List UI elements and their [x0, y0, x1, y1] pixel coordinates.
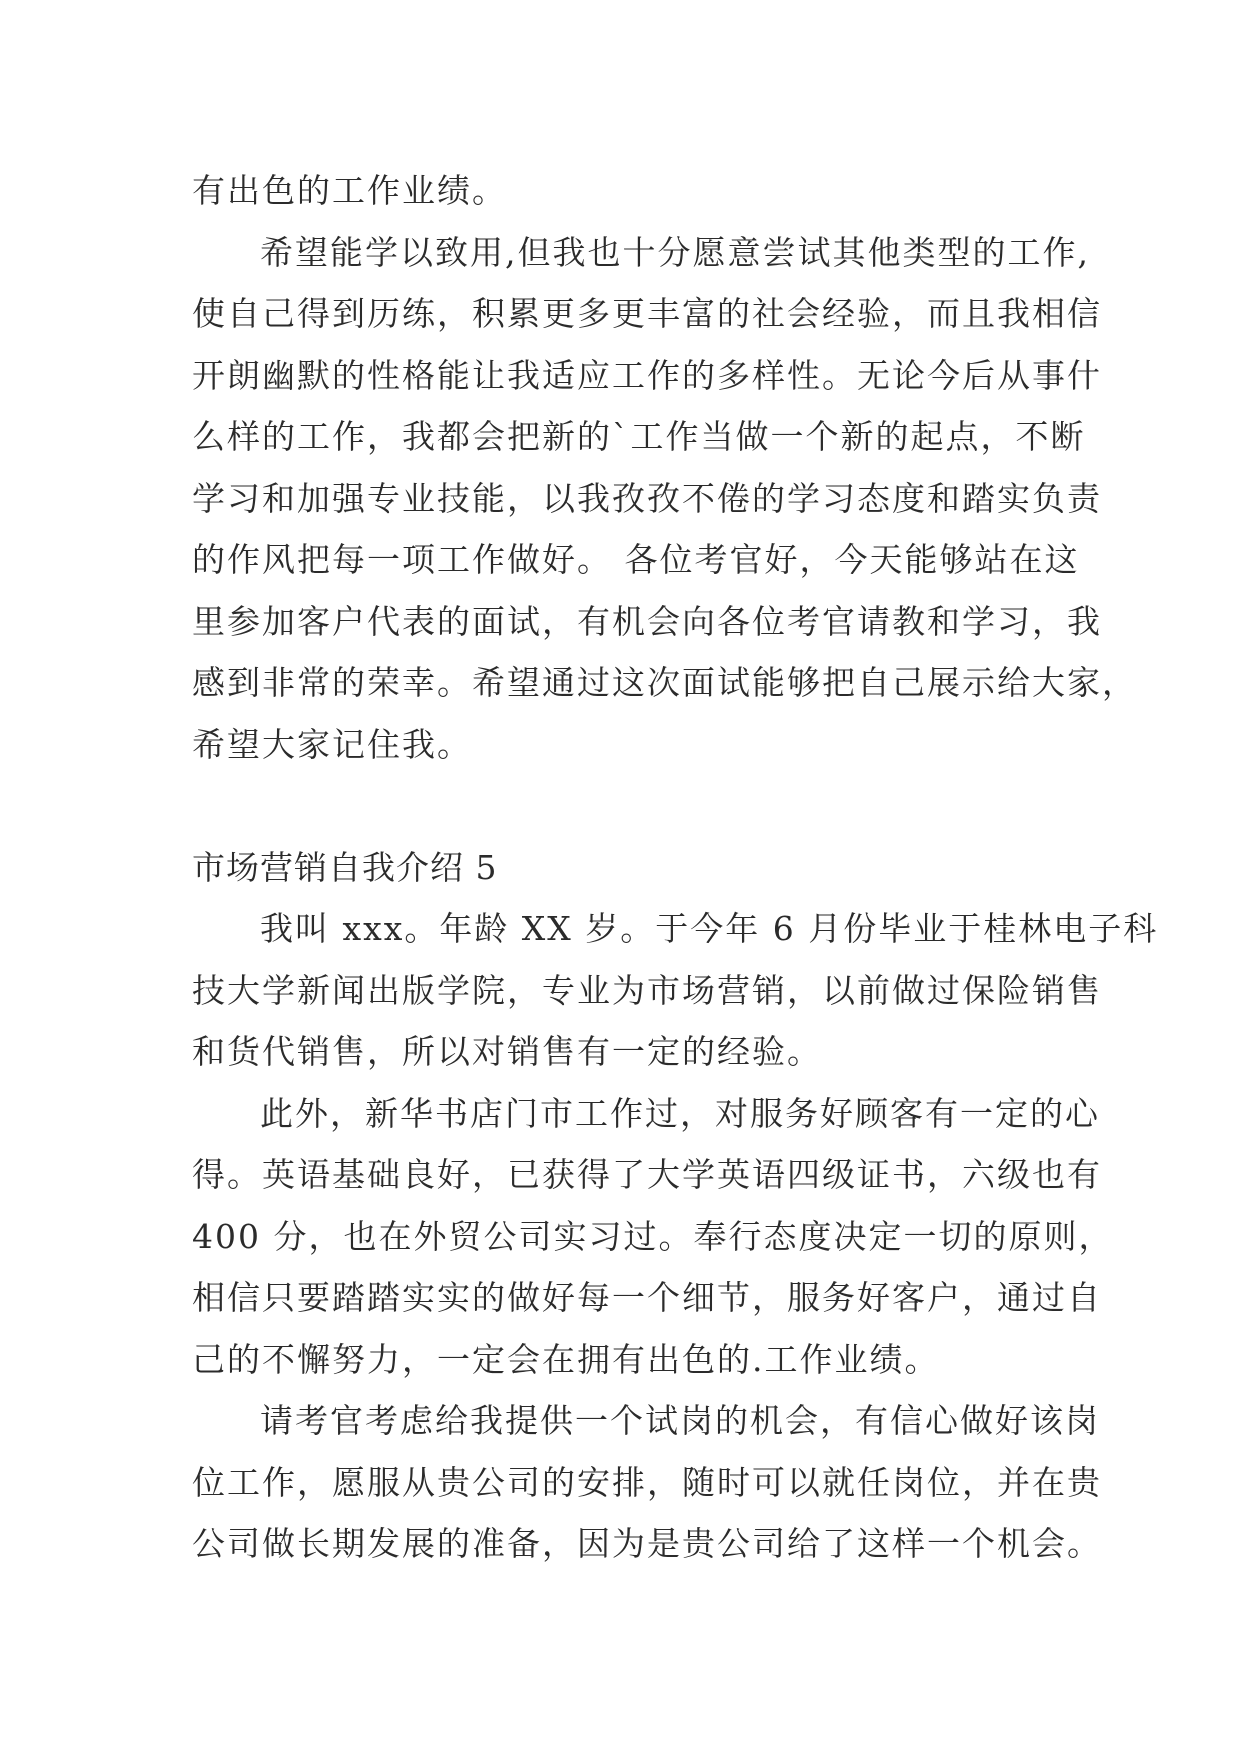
text-line: 的作风把每一项工作做好。 各位考官好，今天能够站在这: [192, 540, 1080, 579]
text-line: 感到非常的荣幸。希望通过这次面试能够把自己展示给大家，: [192, 663, 1137, 702]
paragraph-career-hopes: [192, 222, 1137, 776]
paragraph-continuation: [192, 160, 1072, 222]
text-line: 希望能学以致用,但我也十分愿意尝试其他类型的工作,: [260, 232, 1090, 272]
document-body: [192, 160, 1159, 1575]
text-line: 么样的工作，我都会把新的`工作当做一个新的起点，不断: [192, 417, 1086, 456]
text-line: 学习和加强专业技能，以我孜孜不倦的学习态度和踏实负责: [192, 478, 1102, 518]
text-line: 己的不懈努力，一定会在拥有出色的.工作业绩。: [192, 1339, 940, 1379]
paragraph-introduction: [192, 898, 1159, 1083]
text-line: 希望大家记住我。: [192, 724, 472, 764]
text-line: 使自己得到历练，积累更多更丰富的社会经验，而且我相信: [192, 294, 1102, 333]
text-line: 此外，新华书店门市工作过，对服务好顾客有一定的心: [260, 1093, 1100, 1133]
paragraph-spacer: [192, 775, 1072, 837]
text-line: 请考官考虑给我提供一个试岗的机会，有信心做好该岗: [260, 1401, 1100, 1440]
text-line: 有出色的工作业绩。: [192, 171, 507, 210]
text-line: 我叫 xxx。年龄 XX 岁。于今年 6 月份毕业于桂林电子科: [260, 909, 1159, 948]
text-line: 和货代销售，所以对销售有一定的经验。: [192, 1032, 822, 1071]
paragraph-experience: [192, 1083, 1114, 1391]
section-heading: 市场营销自我介绍 5: [192, 847, 498, 887]
paragraph-request: [192, 1390, 1102, 1575]
text-line: 技大学新闻出版学院，专业为市场营销，以前做过保险销售: [192, 970, 1102, 1010]
text-line: 公司做长期发展的准备，因为是贵公司给了这样一个机会。: [192, 1524, 1102, 1563]
text-line: 相信只要踏踏实实的做好每一个细节，服务好客户，通过自: [192, 1278, 1102, 1317]
text-line: 位工作，愿服从贵公司的安排，随时可以就任岗位，并在贵: [192, 1462, 1102, 1502]
text-line: 开朗幽默的性格能让我适应工作的多样性。无论今后从事什: [192, 355, 1102, 395]
text-line: 里参加客户代表的面试，有机会向各位考官请教和学习，我: [192, 601, 1102, 641]
text-line: 400 分，也在外贸公司实习过。奉行态度决定一切的原则，: [192, 1216, 1114, 1256]
text-line: 得。英语基础良好，已获得了大学英语四级证书，六级也有: [192, 1155, 1102, 1194]
